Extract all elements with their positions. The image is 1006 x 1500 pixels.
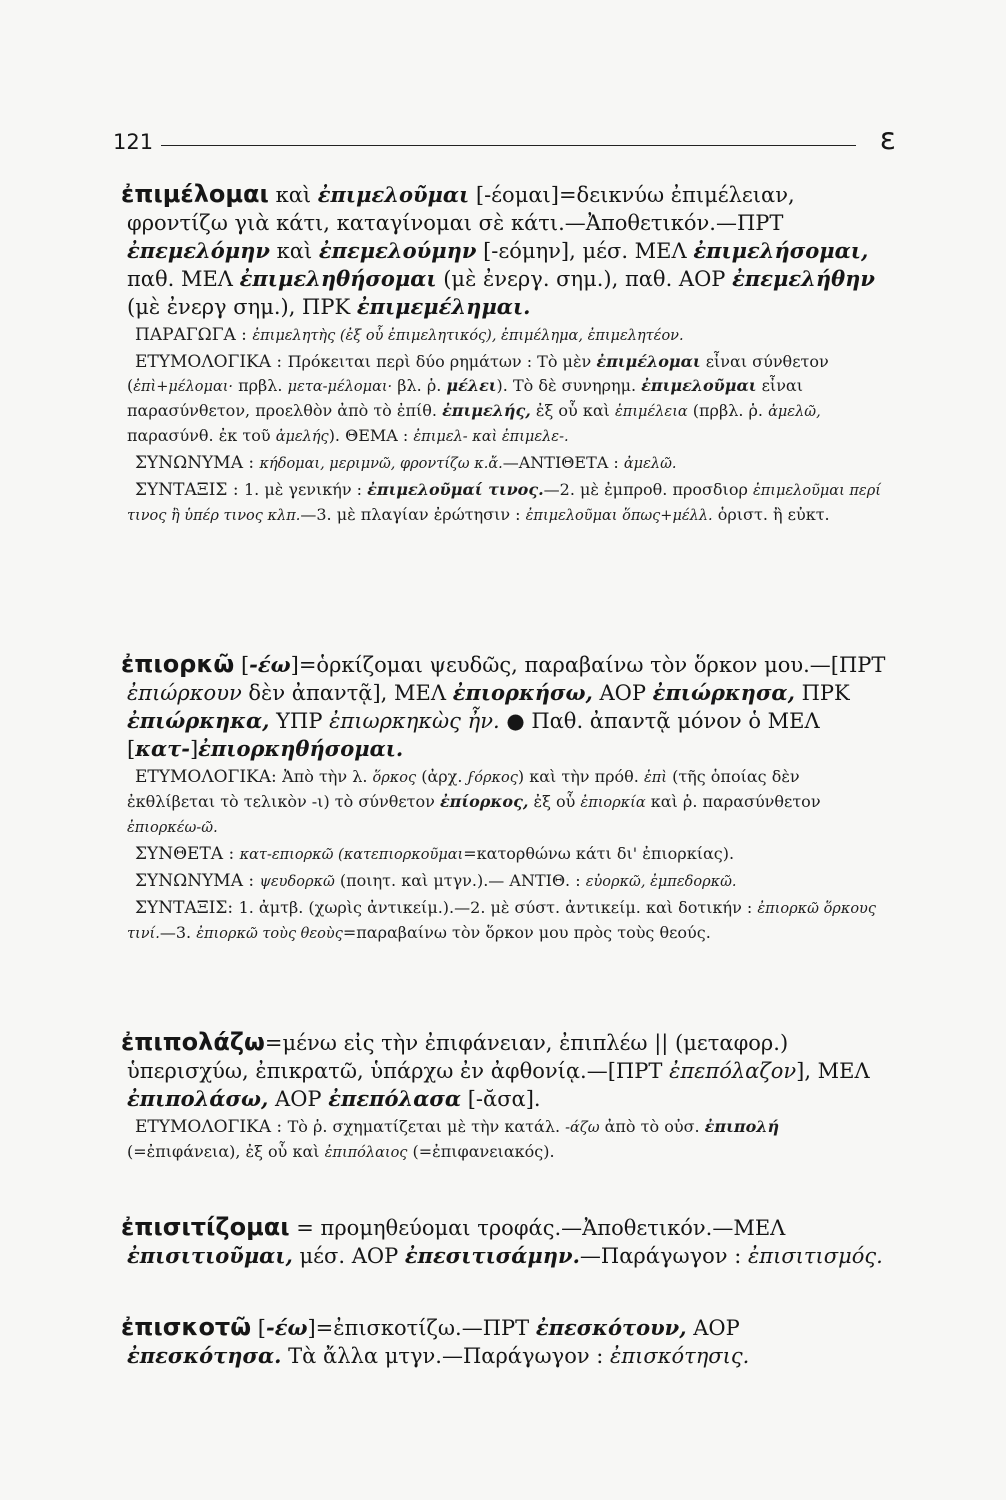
section-label: ΣΥΝΩΝΥΜΑ :: [135, 871, 260, 891]
dictionary-entry: [121, 180, 891, 528]
text-run: —ΑΝΤΙΘΕΤΑ :: [502, 453, 624, 472]
entry-etymology: [127, 350, 891, 449]
word-form: ἐπιμελοῦμαί τινος.: [367, 480, 544, 499]
italic-form: ἐπιμελητὴς (ἐξ οὗ ἐπιμελητικός), ἐπιμέλημα, ἐπιμελητέον.: [252, 328, 684, 344]
text-run: Τὸ ῥ. σχηματίζεται μὲ τὴν κατάλ.: [287, 1117, 566, 1136]
word-form: ἐπεπόλασα: [328, 1086, 462, 1111]
text-run: ]: [189, 737, 199, 761]
text-run: (ἀρχ.: [416, 767, 468, 786]
page-number: 121: [113, 130, 154, 154]
section-label: ΕΤΥΜΟΛΟΓΙΚΑ :: [135, 1117, 288, 1137]
italic-form: ἐπιορκία: [580, 795, 646, 811]
text-run: 1. μὲ γενικήν :: [243, 480, 368, 499]
text-run: καὶ: [268, 183, 318, 207]
text-run: ΑΟΡ: [268, 1087, 329, 1111]
section-label: ΠΑΡΑΓΩΓΑ :: [135, 325, 253, 345]
text-run: ἐξ οὗ: [528, 792, 581, 811]
italic-form: ἐπιμέλεια: [615, 404, 688, 420]
text-run: (μὲ ἐνεργ σημ.), ΠΡΚ: [127, 295, 357, 319]
word-form: ἐπιώρκησα,: [652, 680, 795, 705]
entry-syntax: [127, 478, 891, 528]
italic-form: ἐπιπόλαιος: [324, 1145, 408, 1161]
text-run: —2. μὲ ἐμπροθ. προσδιορ: [543, 480, 753, 499]
word-form: ἐπιμέλομαι: [596, 352, 701, 371]
text-run: εἶναι παρασύνθετον, προελθὸν ἀπὸ τὸ ἐπίθ.: [127, 376, 803, 420]
entry-synonyms: [127, 451, 891, 476]
text-run: ΥΠΡ: [269, 709, 330, 733]
text-run: =κατορθώνω κάτι δι' ἐπιορκίας).: [463, 844, 735, 863]
section-label: ΣΥΝΩΝΥΜΑ :: [135, 453, 260, 473]
italic-form: ἐπισιτισμός.: [748, 1244, 883, 1268]
text-run: ΑΟΡ: [592, 681, 653, 705]
text-run: ΠΡΚ: [794, 681, 850, 705]
italic-form: ἐπιμελ- καὶ ἐπιμελε-.: [413, 429, 569, 445]
italic-form: ἀμελῶ,: [768, 404, 821, 420]
text-run: 1. ἀμτβ. (χωρὶς ἀντικείμ.).—2. μὲ σύστ. ἀντικείμ. καὶ δοτικήν :: [238, 898, 758, 917]
word-form: μέλει: [446, 376, 497, 395]
entry-definition: [121, 180, 891, 321]
text-run: —3.: [159, 923, 197, 942]
header-rule: [161, 145, 856, 146]
section-label: ΣΥΝΤΑΞΙΣ :: [135, 480, 244, 500]
entry-synonyms: [127, 869, 891, 894]
entry-etymology: [127, 1115, 891, 1165]
italic-form: ἐπιμελοῦμαι περί τινος ἢ ὑπέρ τινος κλπ.: [127, 483, 881, 524]
italic-form: εὐορκῶ, ἐμπεδορκῶ.: [585, 874, 737, 890]
italic-form: ἐπεπόλαζον: [669, 1059, 797, 1083]
section-label: ΕΤΥΜΟΛΟΓΙΚΑ:: [135, 767, 283, 787]
italic-form: κήδομαι, μεριμνῶ, φροντίζω κ.ἄ.: [259, 456, 503, 472]
text-run: πρβλ.: [233, 376, 288, 395]
italic-form: ἐπιωρκηκὼς ἦν.: [329, 709, 500, 733]
text-run: (=ἐπιφανειακός).: [407, 1142, 555, 1161]
word-form: ἐπιορκηθήσομαι.: [198, 736, 404, 761]
entry-compounds: [127, 842, 891, 867]
word-form: ἐπιμελοῦμαι: [317, 182, 470, 207]
entry-headword: ἐπιπολάζω: [121, 1028, 265, 1056]
word-form: ἐπισιτιοῦμαι,: [127, 1243, 293, 1268]
dictionary-entry: [121, 1028, 891, 1165]
italic-form: ἀμελής: [275, 429, 329, 445]
entry-definition: [121, 650, 891, 763]
italic-form: ἐπιορκῶ ὅρκους τινί.: [127, 901, 876, 942]
section-label: ΣΥΝΘΕΤΑ :: [135, 844, 240, 864]
italic-form: -άζω: [565, 1120, 600, 1136]
text-run: ). ΘΕΜΑ :: [328, 426, 414, 445]
text-run: ). Τὸ δὲ συνηρημ.: [496, 376, 642, 395]
text-run: ]=ὁρκίζομαι ψευδῶς, παραβαίνω τὸν ὅρκον μου.—[ΠΡΤ: [290, 653, 886, 677]
italic-form: ἐπὶ: [643, 770, 667, 786]
text-run: παθ. ΜΕΛ: [127, 267, 240, 291]
word-form: ἐπεμελήθην: [732, 266, 876, 291]
text-run: ἐξ οὗ καὶ: [530, 401, 616, 420]
section-label: ΕΤΥΜΟΛΟΓΙΚΑ :: [135, 352, 288, 372]
entry-derivatives: [127, 323, 891, 348]
text-run: (τῆς ὁποίας δὲν ἐκθλίβεται τὸ τελικὸν -ι) τὸ σύνθετον: [127, 767, 800, 811]
word-form: ἐπεσιτισάμην.: [404, 1243, 580, 1268]
word-form: ἐπεσκότουν,: [535, 1315, 687, 1340]
text-run: Τὰ ἄλλα μτγν.—Παράγωγον :: [281, 1344, 611, 1368]
text-run: ● Παθ. ἀπαντᾷ μόνον ὁ ΜΕΛ [: [127, 709, 820, 761]
italic-form: ἐπὶ+μέλομαι·: [133, 379, 234, 395]
word-form: ἐπιμεμέλημαι.: [356, 294, 531, 319]
italic-form: ἐπιώρκουν: [127, 681, 242, 705]
italic-form: ψευδορκῶ: [259, 874, 335, 890]
entry-definition: [121, 1028, 891, 1113]
entry-headword: ἐπιορκῶ: [121, 650, 235, 678]
word-form: ἐπιμεληθήσομαι: [239, 266, 437, 291]
text-run: [-ᾰσα].: [461, 1087, 541, 1111]
text-run: =παραβαίνω τὸν ὅρκον μου πρὸς τοὺς θεούς.: [342, 923, 711, 942]
text-run: [: [234, 653, 250, 677]
text-run: —3. μὲ πλαγίαν ἐρώτησιν :: [300, 505, 526, 524]
entry-headword: ἐπιμέλομαι: [121, 180, 269, 208]
word-form: κατ-: [135, 736, 190, 761]
section-label: ΣΥΝΤΑΞΙΣ:: [135, 898, 239, 918]
section-letter: ε: [879, 122, 896, 157]
word-form: ἐπιπολάσω,: [127, 1086, 269, 1111]
italic-form: ἀμελῶ.: [623, 456, 677, 472]
page-header: [113, 122, 896, 162]
text-run: Ἀπὸ τὴν λ.: [282, 767, 373, 786]
text-run: ) καὶ τὴν πρόθ.: [517, 767, 644, 786]
text-run: (πρβλ. ῥ.: [687, 401, 769, 420]
text-run: ΑΟΡ: [686, 1316, 740, 1340]
text-run: καὶ ῥ. παρασύνθετον: [645, 792, 821, 811]
word-form: ἐπιμελήσομαι,: [693, 238, 869, 263]
word-form: ἐπεμελούμην: [318, 238, 477, 263]
word-form: -έω: [249, 652, 291, 677]
text-run: δὲν ἀπαντᾷ], ΜΕΛ: [241, 681, 453, 705]
dictionary-entry: [121, 1213, 891, 1270]
italic-form: μετα-μέλομαι·: [287, 379, 393, 395]
word-form: ἐπιπολή: [704, 1117, 780, 1136]
text-run: βλ. ῥ.: [392, 376, 447, 395]
entry-definition: [121, 1313, 891, 1370]
text-run: [-έομαι]=δεικνύω ἐπιμέλειαν, φροντίζω γιὰ κάτι, καταγίνομαι σὲ κάτι.—Ἀποθετικόν.—ΠΡΤ: [127, 183, 795, 235]
italic-form: ἐπιορκῶ τοὺς θεοὺς: [196, 926, 343, 942]
text-run: (ποιητ. καὶ μτγν.).— ΑΝΤΙΘ. :: [334, 871, 586, 890]
text-run: εἶναι σύνθετον (: [127, 352, 829, 395]
text-run: ὁριστ. ἢ εὐκτ.: [712, 505, 830, 524]
entry-headword: ἐπισκοτῶ: [121, 1313, 252, 1341]
text-run: [: [251, 1316, 266, 1340]
text-run: Πρόκειται περὶ δύο ρημάτων : Τὸ μὲν: [287, 352, 597, 371]
italic-form: ὅρκος: [372, 770, 417, 786]
text-run: [-εόμην], μέσ. ΜΕΛ: [476, 239, 694, 263]
word-form: ἐπίορκος,: [439, 792, 529, 811]
text-run: =μένω εἰς τὴν ἐπιφάνειαν, ἐπιπλέω || (μεταφορ.) ὑπερισχύω, ἐπικρατῶ, ὑπάρχω ἐν ἀφθονίᾳ.—[ΠΡΤ: [127, 1031, 789, 1083]
italic-form: ἐπιορκέω-ῶ.: [127, 820, 218, 836]
dictionary-entry: [121, 1313, 891, 1370]
text-run: (μὲ ἐνεργ. σημ.), παθ. ΑΟΡ: [436, 267, 733, 291]
word-form: -έω: [265, 1315, 308, 1340]
word-form: ἐπεσκότησα.: [127, 1343, 282, 1368]
word-form: ἐπιμελοῦμαι: [641, 376, 757, 395]
entry-etymology: [127, 765, 891, 840]
word-form: ἐπιώρκηκα,: [127, 708, 270, 733]
entry-headword: ἐπισιτίζομαι: [121, 1213, 290, 1241]
entry-definition: [121, 1213, 891, 1270]
text-run: καὶ: [269, 239, 319, 263]
italic-form: ἐπισκότησις.: [610, 1344, 750, 1368]
text-run: ἀπὸ τὸ οὐσ.: [599, 1117, 705, 1136]
italic-form: ϝόρκος: [467, 770, 518, 786]
italic-form: ἐπιμελοῦμαι ὅπως+μέλλ.: [525, 508, 713, 524]
text-run: (=ἐπιφάνεια), ἐξ οὗ καὶ: [127, 1142, 325, 1161]
text-run: —Παράγωγον :: [579, 1244, 749, 1268]
word-form: ἐπιορκήσω,: [452, 680, 593, 705]
text-run: ]=ἐπισκοτίζω.—ΠΡΤ: [307, 1316, 536, 1340]
entry-syntax: [127, 896, 891, 946]
text-run: μέσ. ΑΟΡ: [292, 1244, 405, 1268]
text-run: ], ΜΕΛ: [796, 1059, 870, 1083]
entry-body: [127, 653, 885, 761]
text-run: παρασύνθ. ἐκ τοῦ: [127, 426, 276, 445]
dictionary-entry: [121, 650, 891, 946]
text-run: = προμηθεύομαι τροφάς.—Ἀποθετικόν.—ΜΕΛ: [289, 1216, 786, 1240]
word-form: ἐπιμελής,: [442, 401, 531, 420]
word-form: ἐπεμελόμην: [127, 238, 270, 263]
italic-form: κατ-επιορκῶ (κατεπιορκοῦμαι: [239, 847, 464, 863]
